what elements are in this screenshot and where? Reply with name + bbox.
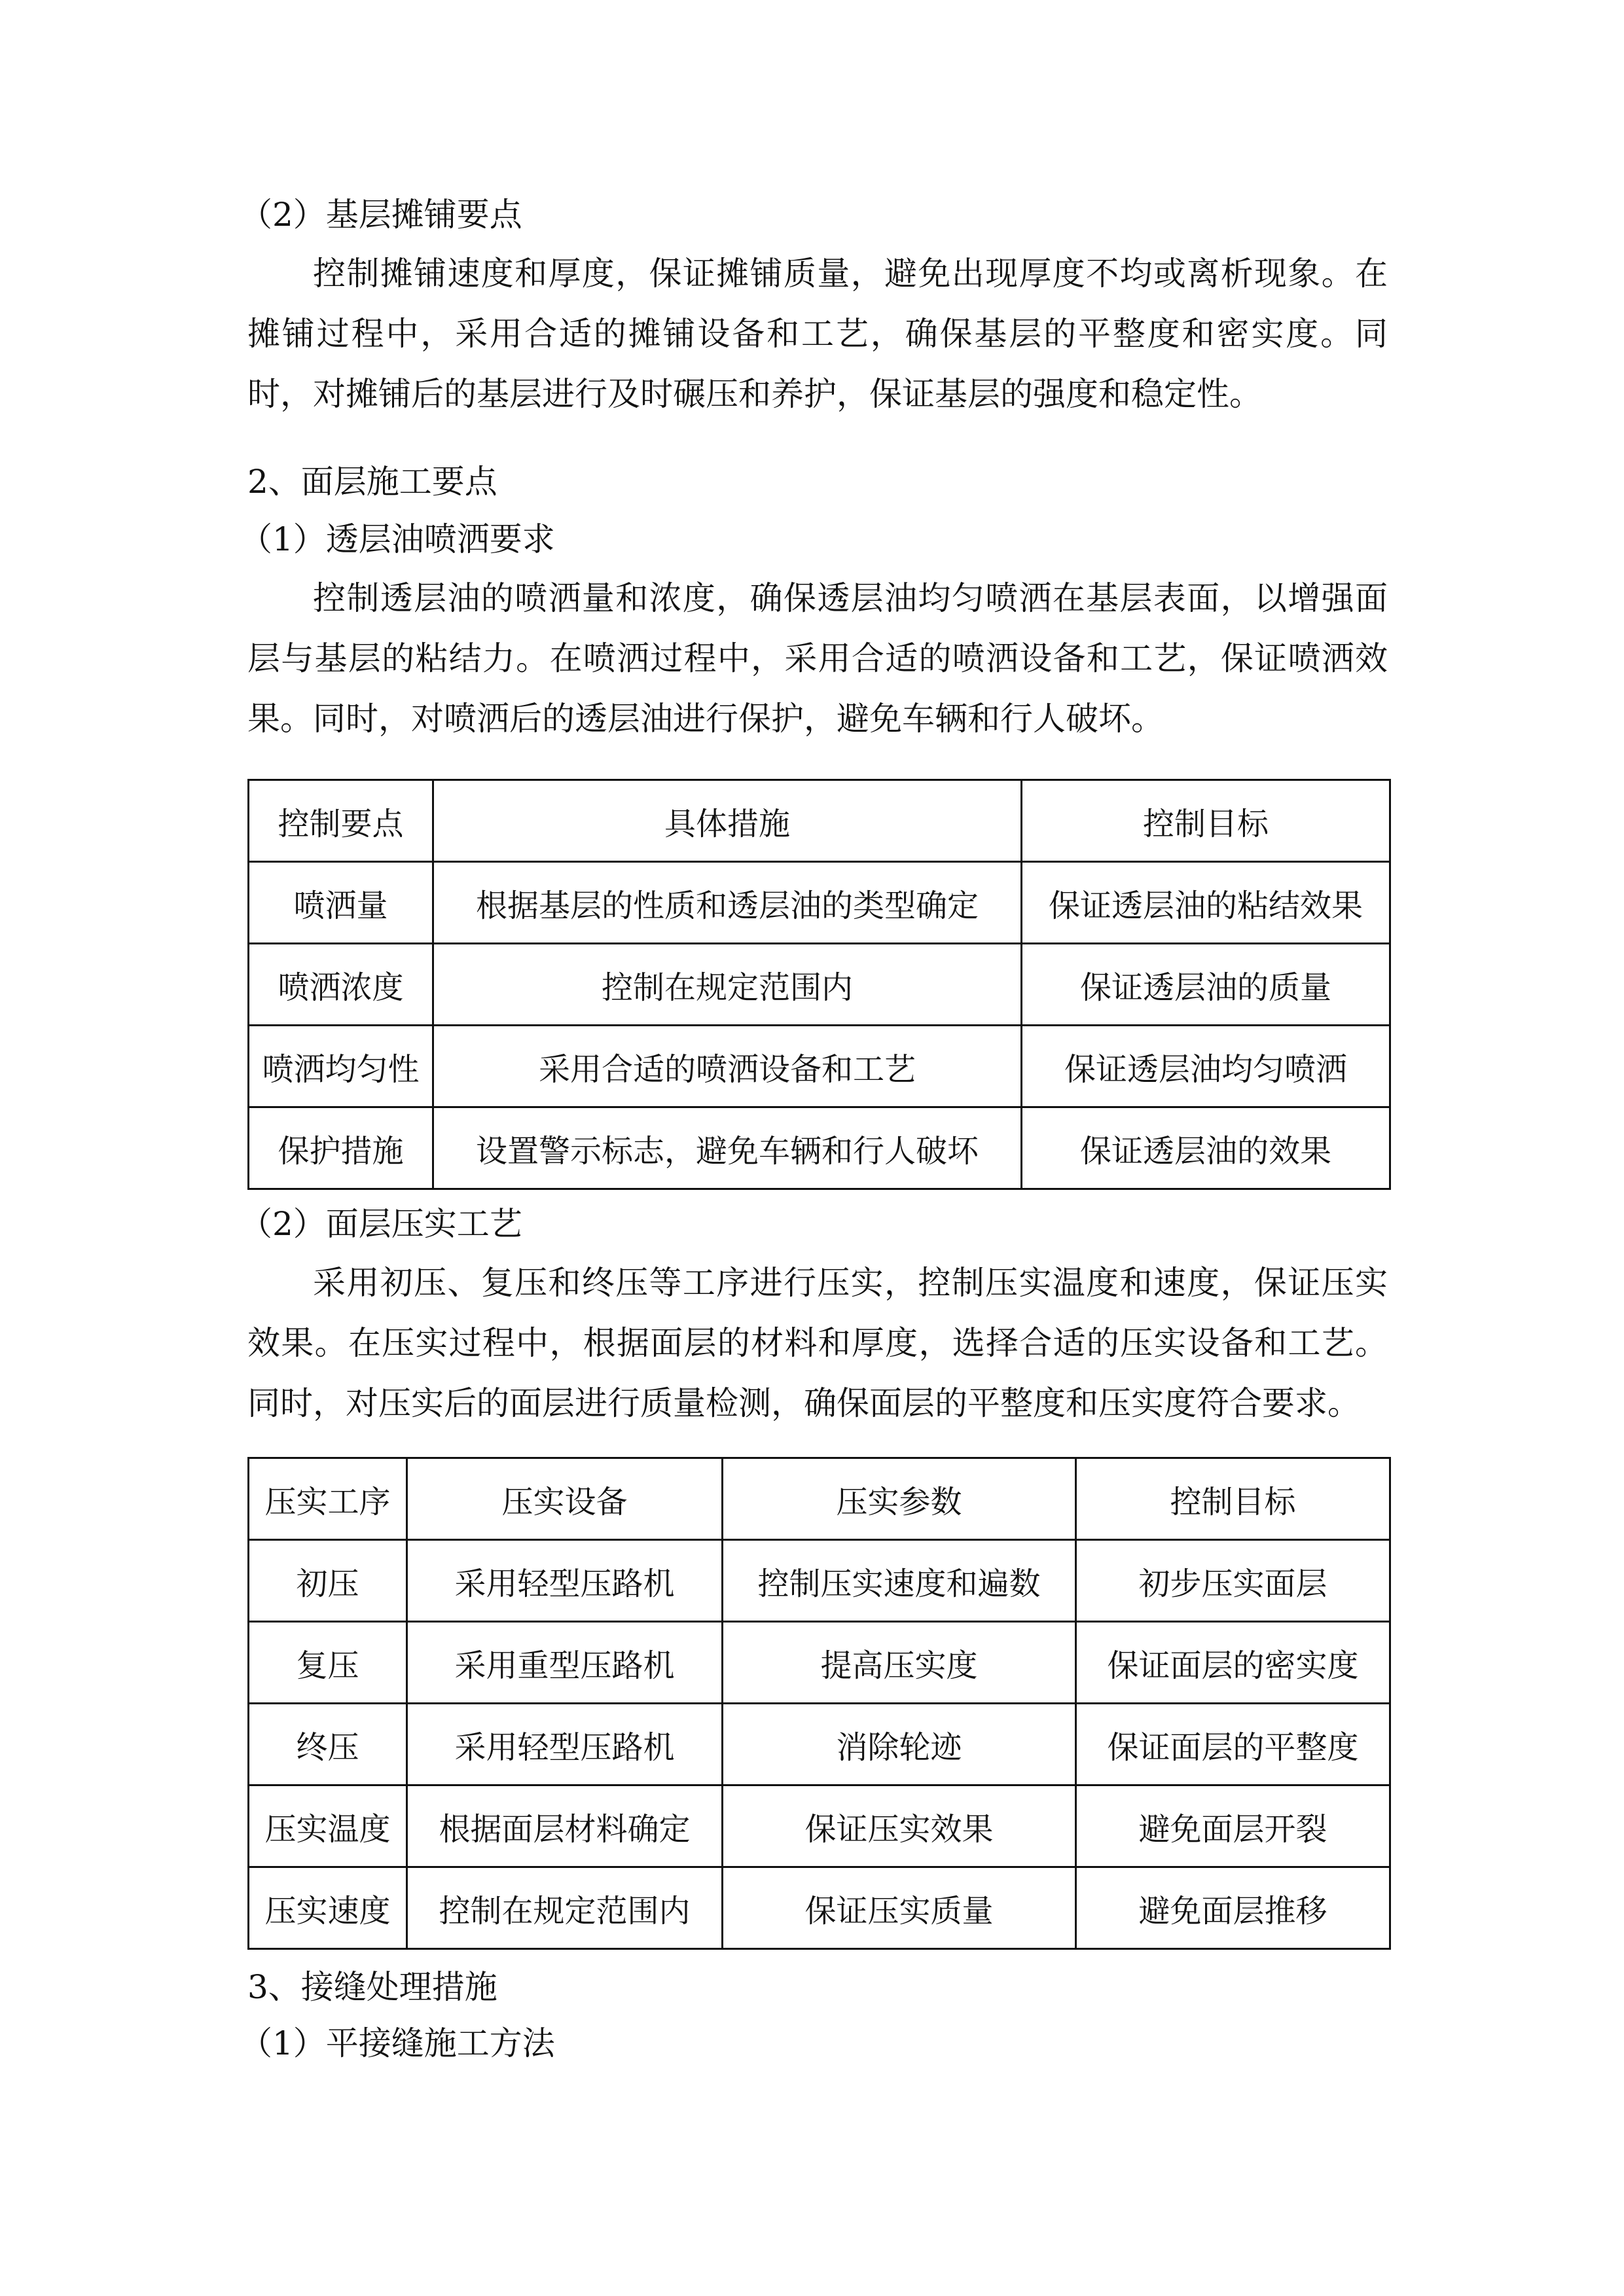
table-header-cell: 控制目标 [1076,1458,1390,1540]
table-cell: 保证压实质量 [723,1867,1076,1949]
paragraph-line: 采用初压、复压和终压等工序进行压实，控制压实温度和速度，保证压实 [313,1264,1388,1302]
heading-base-paving: （2）基层摊铺要点 [240,196,522,234]
table-cell: 初步压实面层 [1076,1540,1390,1622]
table-row [249,1622,1390,1704]
table-cell: 控制在规定范围内 [433,944,1022,1026]
table-cell: 压实温度 [249,1785,407,1867]
table-header-cell: 控制目标 [1022,780,1390,862]
table-cell: 保证透层油的效果 [1022,1107,1390,1189]
table-row [249,1785,1390,1867]
table-cell: 控制在规定范围内 [407,1867,723,1949]
heading-compaction: （2）面层压实工艺 [240,1205,522,1243]
table-cell: 避免面层开裂 [1076,1785,1390,1867]
table-row [249,944,1390,1026]
compaction-table [247,1457,1391,1950]
table-cell: 采用合适的喷洒设备和工艺 [433,1026,1022,1107]
paragraph-line: 层与基层的粘结力。在喷洒过程中，采用合适的喷洒设备和工艺，保证喷洒效 [247,639,1388,677]
table-row [249,1867,1390,1949]
table-cell: 根据基层的性质和透层油的类型确定 [433,862,1022,944]
paragraph-line: 果。同时，对喷洒后的透层油进行保护，避免车辆和行人破坏。 [247,700,1164,738]
table-row [249,1540,1390,1622]
table-cell: 采用轻型压路机 [407,1704,723,1785]
table-row [249,1107,1390,1189]
table-header-row [249,1458,1390,1540]
table-cell: 保证面层的平整度 [1076,1704,1390,1785]
table-cell: 喷洒量 [249,862,433,944]
table-cell: 避免面层推移 [1076,1867,1390,1949]
heading-joint-treatment: 3、接缝处理措施 [247,1968,497,2006]
prime-coat-table [247,779,1391,1190]
table-header-cell: 压实设备 [407,1458,723,1540]
table-cell: 采用轻型压路机 [407,1540,723,1622]
table-cell: 喷洒均匀性 [249,1026,433,1107]
table-cell: 保证透层油的质量 [1022,944,1390,1026]
table-cell: 喷洒浓度 [249,944,433,1026]
heading-surface-construction: 2、面层施工要点 [247,463,497,501]
table-cell: 控制压实速度和遍数 [723,1540,1076,1622]
table-header-cell: 压实参数 [723,1458,1076,1540]
paragraph-line: 摊铺过程中，采用合适的摊铺设备和工艺，确保基层的平整度和密实度。同 [247,315,1388,353]
table-cell: 消除轮迹 [723,1704,1076,1785]
table-cell: 设置警示标志，避免车辆和行人破坏 [433,1107,1022,1189]
table-row [249,862,1390,944]
table-row [249,1026,1390,1107]
heading-flat-joint: （1）平接缝施工方法 [240,2024,555,2062]
table-cell: 复压 [249,1622,407,1704]
paragraph-line: 控制摊铺速度和厚度，保证摊铺质量，避免出现厚度不均或离析现象。在 [313,255,1388,293]
paragraph-base-paving [247,254,1388,435]
table-cell: 提高压实度 [723,1622,1076,1704]
table-header-cell: 压实工序 [249,1458,407,1540]
table-cell: 根据面层材料确定 [407,1785,723,1867]
paragraph-line: 效果。在压实过程中，根据面层的材料和厚度，选择合适的压实设备和工艺。 [247,1324,1388,1362]
table-header-cell: 控制要点 [249,780,433,862]
table-header-row [249,780,1390,862]
heading-prime-coat: （1）透层油喷洒要求 [240,520,555,558]
table-cell: 采用重型压路机 [407,1622,723,1704]
table-header-cell: 具体措施 [433,780,1022,862]
table-cell: 保证压实效果 [723,1785,1076,1867]
table-row [249,1704,1390,1785]
paragraph-line: 同时，对压实后的面层进行质量检测，确保面层的平整度和压实度符合要求。 [247,1384,1360,1422]
table-cell: 保证面层的密实度 [1076,1622,1390,1704]
paragraph-prime-coat [247,579,1388,759]
paragraph-line: 时，对摊铺后的基层进行及时碾压和养护，保证基层的强度和稳定性。 [247,375,1262,413]
table-cell: 保证透层油均匀喷洒 [1022,1026,1390,1107]
table-cell: 保证透层油的粘结效果 [1022,862,1390,944]
table-cell: 初压 [249,1540,407,1622]
table-cell: 保护措施 [249,1107,433,1189]
paragraph-line: 控制透层油的喷洒量和浓度，确保透层油均匀喷洒在基层表面，以增强面 [313,579,1388,617]
table-cell: 终压 [249,1704,407,1785]
paragraph-compaction [247,1263,1388,1444]
table-cell: 压实速度 [249,1867,407,1949]
